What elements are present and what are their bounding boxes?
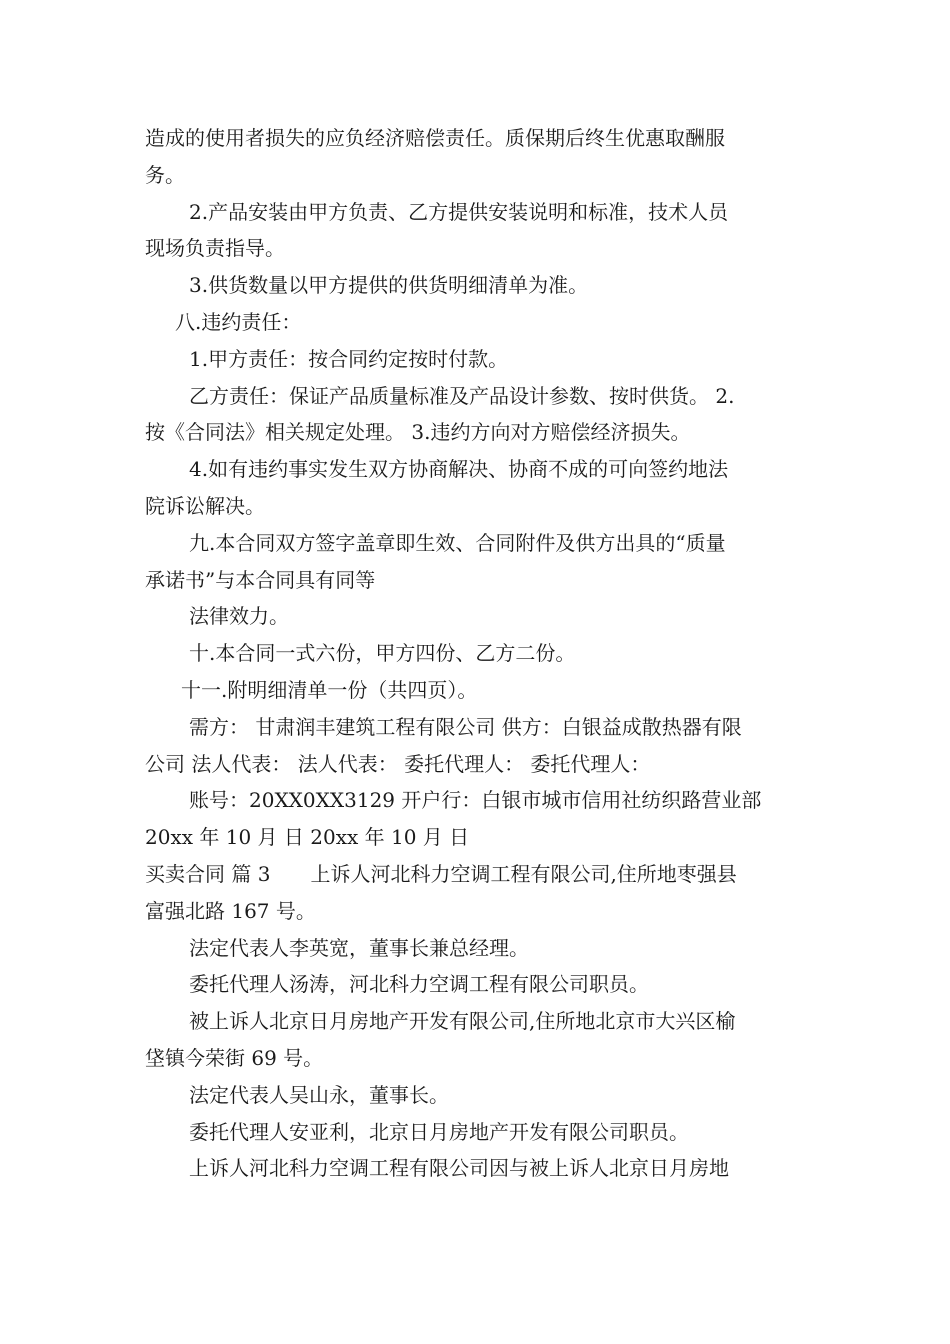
paragraph-line: 委托代理人安亚利，北京日月房地产开发有限公司职员。 (189, 1119, 689, 1144)
paragraph-line: 垡镇今荣街 69 号。 (145, 1045, 324, 1070)
paragraph-line: 4.如有违约事实发生双方协商解决、协商不成的可向签约地法 (189, 457, 729, 482)
section-heading: 八.违约责任： (175, 309, 302, 334)
paragraph-line: 20xx 年 10 月 日 20xx 年 10 月 日 (145, 825, 470, 850)
paragraph-line: 法律效力。 (189, 604, 289, 629)
paragraph-line: 账号：20XX0XX3129 开户行：白银市城市信用社纺织路营业部 (189, 788, 762, 813)
paragraph-line: 现场负责指导。 (145, 236, 285, 261)
paragraph-line: 委托代理人汤涛，河北科力空调工程有限公司职员。 (189, 972, 649, 997)
paragraph-line: 院诉讼解决。 (145, 493, 265, 518)
paragraph-line: 上诉人河北科力空调工程有限公司因与被上诉人北京日月房地 (189, 1156, 729, 1181)
paragraph-line: 公司 法人代表： 法人代表： 委托代理人： 委托代理人： (145, 751, 651, 776)
paragraph-line: 造成的使用者损失的应负经济赔偿责任。质保期后终生优惠取酬服 (145, 126, 725, 150)
paragraph-line: 1.甲方责任：按合同约定按时付款。 (189, 346, 509, 371)
paragraph-line: 按《合同法》相关规定处理。 3.违约方向对方赔偿经济损失。 (145, 420, 691, 445)
paragraph-line: 十一.附明细清单一份（共四页）。 (181, 677, 478, 702)
paragraph-line: 2.产品安装由甲方负责、乙方提供安装说明和标准，技术人员 (189, 199, 729, 224)
paragraph-line: 买卖合同 篇 3 上诉人河北科力空调工程有限公司,住所地枣强县 (145, 861, 737, 886)
paragraph-line: 需方： 甘肃润丰建筑工程有限公司 供方：白银益成散热器有限 (189, 714, 742, 739)
paragraph-line: 被上诉人北京日月房地产开发有限公司,住所地北京市大兴区榆 (189, 1009, 736, 1034)
document-body (145, 120, 810, 1187)
paragraph-line: 务。 (145, 162, 185, 187)
paragraph-line: 乙方责任：保证产品质量标准及产品设计参数、按时供货。 2. (189, 383, 735, 408)
paragraph-line: 承诺书”与本合同具有同等 (145, 567, 376, 592)
paragraph-line: 九.本合同双方签字盖章即生效、合同附件及供方出具的“质量 (189, 530, 726, 555)
paragraph-line: 3.供货数量以甲方提供的供货明细清单为准。 (189, 273, 589, 298)
paragraph-line: 法定代表人吴山永，董事长。 (189, 1082, 449, 1107)
paragraph-line: 十.本合同一式六份，甲方四份、乙方二份。 (189, 641, 576, 666)
paragraph-line: 富强北路 167 号。 (145, 898, 316, 923)
paragraph-line: 法定代表人李英宽，董事长兼总经理。 (189, 935, 529, 960)
